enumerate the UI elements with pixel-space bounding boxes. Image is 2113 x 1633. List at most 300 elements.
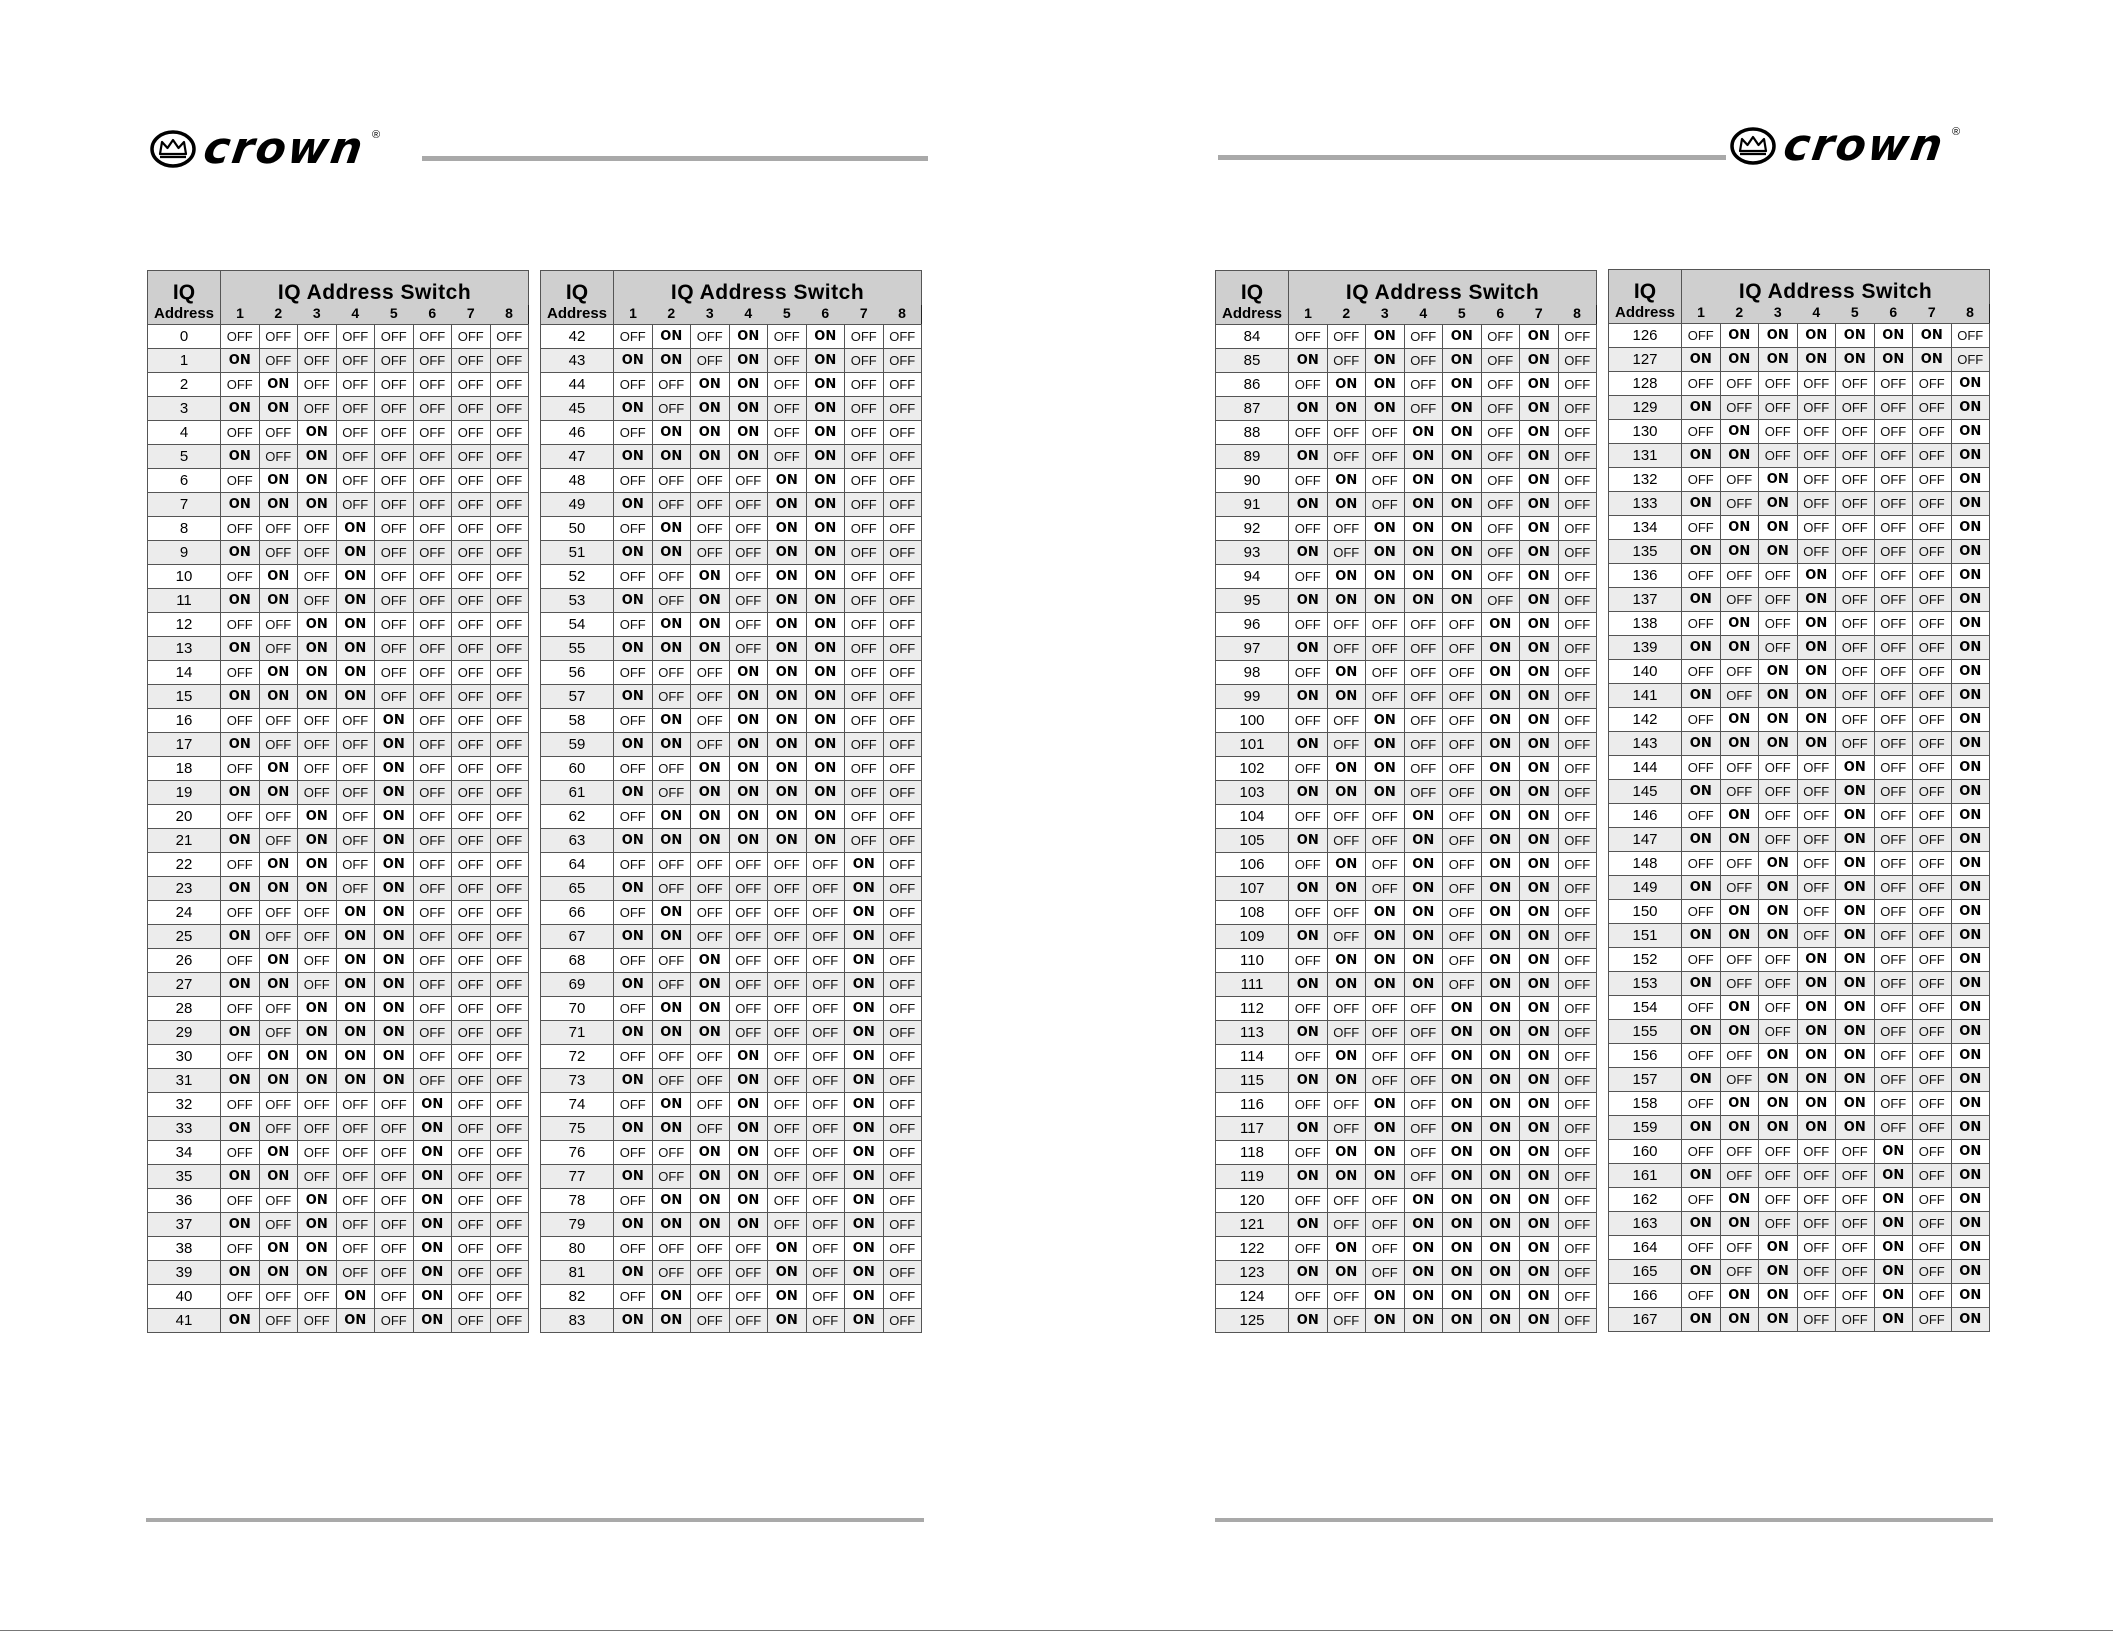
switch-state-cell: OFF xyxy=(1913,780,1952,804)
table-row xyxy=(1216,1285,1597,1309)
switch-state-cell: ON xyxy=(375,997,414,1021)
switch-state-cell: ON xyxy=(1289,973,1328,997)
switch-state-cell: ON xyxy=(1289,637,1328,661)
address-cell: 128 xyxy=(1609,372,1682,396)
switch-state-cell: ON xyxy=(768,781,807,805)
switch-state-cell: ON xyxy=(768,685,807,709)
switch-state-cell: ON xyxy=(806,325,845,349)
address-cell: 93 xyxy=(1216,541,1289,565)
switch-state-cell: ON xyxy=(768,805,807,829)
table-row xyxy=(148,613,529,637)
table-row xyxy=(1216,421,1597,445)
switch-state-cell: ON xyxy=(1481,877,1520,901)
switch-state-cell: OFF xyxy=(1874,444,1913,468)
switch-state-cell: OFF xyxy=(1366,1021,1405,1045)
table-row xyxy=(148,1285,529,1309)
switch-state-cell: ON xyxy=(729,829,768,853)
header-rule-right xyxy=(1218,155,1726,160)
switch-state-cell: ON xyxy=(1520,325,1559,349)
switch-state-cell: ON xyxy=(1682,1116,1721,1140)
address-cell: 124 xyxy=(1216,1285,1289,1309)
header-switch-5: 5 xyxy=(375,305,414,325)
switch-state-cell: ON xyxy=(1520,925,1559,949)
switch-state-cell: ON xyxy=(729,1093,768,1117)
table-row xyxy=(541,1141,922,1165)
header-switch-7: 7 xyxy=(845,305,884,325)
switch-state-cell: OFF xyxy=(452,373,491,397)
table-row xyxy=(148,421,529,445)
switch-state-cell: OFF xyxy=(883,1213,922,1237)
switch-state-cell: OFF xyxy=(1327,1093,1366,1117)
switch-state-cell: ON xyxy=(1404,565,1443,589)
switch-state-cell: OFF xyxy=(652,949,691,973)
table-row xyxy=(541,541,922,565)
table-row xyxy=(1609,444,1990,468)
switch-state-cell: OFF xyxy=(1913,1044,1952,1068)
switch-state-cell: OFF xyxy=(1682,1140,1721,1164)
switch-state-cell: OFF xyxy=(221,325,260,349)
table-row xyxy=(1609,540,1990,564)
switch-state-cell: ON xyxy=(614,1069,653,1093)
switch-state-cell: OFF xyxy=(375,1141,414,1165)
switch-state-cell: OFF xyxy=(1289,805,1328,829)
switch-state-cell: ON xyxy=(845,1093,884,1117)
crown-icon xyxy=(1730,126,1776,166)
switch-state-cell: ON xyxy=(1289,445,1328,469)
address-cell: 52 xyxy=(541,565,614,589)
table-row xyxy=(541,685,922,709)
table-row xyxy=(541,1165,922,1189)
switch-state-cell: OFF xyxy=(1443,949,1482,973)
switch-state-cell: ON xyxy=(1874,348,1913,372)
switch-state-cell: OFF xyxy=(1913,588,1952,612)
switch-state-cell: OFF xyxy=(452,781,491,805)
switch-state-cell: ON xyxy=(1520,1213,1559,1237)
switch-state-cell: ON xyxy=(259,1141,298,1165)
switch-state-cell: OFF xyxy=(729,565,768,589)
switch-state-cell: OFF xyxy=(1682,1236,1721,1260)
switch-state-cell: OFF xyxy=(1836,660,1875,684)
address-cell: 113 xyxy=(1216,1021,1289,1045)
switch-state-cell: OFF xyxy=(259,1093,298,1117)
switch-state-cell: OFF xyxy=(1558,517,1597,541)
address-cell: 54 xyxy=(541,613,614,637)
switch-state-cell: ON xyxy=(1443,1045,1482,1069)
switch-state-cell: OFF xyxy=(1720,588,1759,612)
switch-state-cell: OFF xyxy=(259,1021,298,1045)
switch-state-cell: ON xyxy=(691,1213,730,1237)
table-row xyxy=(1609,636,1990,660)
switch-state-cell: ON xyxy=(1759,348,1798,372)
switch-state-cell: ON xyxy=(614,829,653,853)
switch-state-cell: ON xyxy=(1682,876,1721,900)
switch-state-cell: ON xyxy=(1951,564,1990,588)
switch-state-cell: OFF xyxy=(1443,973,1482,997)
switch-state-cell: OFF xyxy=(375,541,414,565)
switch-state-cell: OFF xyxy=(490,1309,529,1333)
table-row xyxy=(541,1093,922,1117)
switch-state-cell: ON xyxy=(1443,373,1482,397)
switch-state-cell: ON xyxy=(1951,1020,1990,1044)
switch-state-cell: OFF xyxy=(452,925,491,949)
table-row xyxy=(1216,373,1597,397)
switch-state-cell: ON xyxy=(1481,1021,1520,1045)
switch-state-cell: ON xyxy=(1520,1093,1559,1117)
switch-state-cell: OFF xyxy=(1913,996,1952,1020)
footer-rule-left xyxy=(146,1518,924,1522)
switch-state-cell: ON xyxy=(336,973,375,997)
switch-state-cell: OFF xyxy=(413,709,452,733)
switch-state-cell: ON xyxy=(1404,829,1443,853)
switch-state-cell: OFF xyxy=(729,589,768,613)
switch-state-cell: OFF xyxy=(845,733,884,757)
switch-state-cell: ON xyxy=(1289,1261,1328,1285)
switch-state-cell: ON xyxy=(691,973,730,997)
switch-state-cell: ON xyxy=(259,685,298,709)
switch-state-cell: OFF xyxy=(1836,1140,1875,1164)
switch-state-cell: ON xyxy=(1289,541,1328,565)
switch-state-cell: OFF xyxy=(1874,852,1913,876)
switch-state-cell: OFF xyxy=(413,1021,452,1045)
switch-state-cell: OFF xyxy=(413,853,452,877)
address-cell: 53 xyxy=(541,589,614,613)
switch-state-cell: OFF xyxy=(1759,396,1798,420)
header-switch-1: 1 xyxy=(221,305,260,325)
switch-state-cell: OFF xyxy=(221,421,260,445)
switch-state-cell: ON xyxy=(1289,493,1328,517)
switch-state-cell: ON xyxy=(1951,828,1990,852)
switch-state-cell: ON xyxy=(1404,469,1443,493)
switch-state-cell: ON xyxy=(1836,924,1875,948)
address-cell: 80 xyxy=(541,1237,614,1261)
switch-state-cell: ON xyxy=(1759,876,1798,900)
switch-state-cell: ON xyxy=(1327,1045,1366,1069)
switch-state-cell: OFF xyxy=(1327,709,1366,733)
switch-state-cell: ON xyxy=(375,973,414,997)
table-row xyxy=(1609,804,1990,828)
switch-state-cell: ON xyxy=(768,757,807,781)
switch-state-cell: OFF xyxy=(1720,564,1759,588)
table-row xyxy=(541,1285,922,1309)
header-iq-address-switch: IQ Address Switch xyxy=(221,271,529,306)
switch-state-cell: OFF xyxy=(452,397,491,421)
header-switch-1: 1 xyxy=(614,305,653,325)
switch-state-cell: ON xyxy=(1797,948,1836,972)
switch-state-cell: OFF xyxy=(614,1189,653,1213)
switch-state-cell: OFF xyxy=(806,853,845,877)
switch-state-cell: OFF xyxy=(1797,756,1836,780)
switch-state-cell: OFF xyxy=(1836,420,1875,444)
switch-state-cell: OFF xyxy=(221,901,260,925)
switch-state-cell: OFF xyxy=(883,685,922,709)
switch-state-cell: OFF xyxy=(1874,972,1913,996)
switch-state-cell: OFF xyxy=(259,925,298,949)
switch-state-cell: OFF xyxy=(1720,852,1759,876)
switch-state-cell: OFF xyxy=(845,757,884,781)
table-row xyxy=(1216,469,1597,493)
switch-state-cell: OFF xyxy=(729,1237,768,1261)
switch-state-cell: ON xyxy=(1797,612,1836,636)
switch-state-cell: OFF xyxy=(1366,1189,1405,1213)
switch-state-cell: OFF xyxy=(490,517,529,541)
switch-state-cell: ON xyxy=(845,925,884,949)
switch-state-cell: OFF xyxy=(883,757,922,781)
switch-state-cell: ON xyxy=(221,397,260,421)
switch-state-cell: OFF xyxy=(691,349,730,373)
switch-state-cell: ON xyxy=(652,541,691,565)
switch-state-cell: ON xyxy=(298,1069,337,1093)
header-switch-1: 1 xyxy=(1289,305,1328,325)
table-row xyxy=(148,517,529,541)
switch-state-cell: OFF xyxy=(652,1141,691,1165)
switch-state-cell: OFF xyxy=(768,1165,807,1189)
switch-state-cell: OFF xyxy=(1913,732,1952,756)
address-cell: 95 xyxy=(1216,589,1289,613)
switch-state-cell: ON xyxy=(1836,1092,1875,1116)
switch-state-cell: ON xyxy=(1951,660,1990,684)
switch-state-cell: OFF xyxy=(883,709,922,733)
switch-state-cell: ON xyxy=(768,709,807,733)
switch-state-cell: OFF xyxy=(614,1093,653,1117)
switch-state-cell: ON xyxy=(1520,661,1559,685)
address-cell: 121 xyxy=(1216,1213,1289,1237)
switch-state-cell: ON xyxy=(298,997,337,1021)
switch-state-cell: ON xyxy=(1951,1164,1990,1188)
table-row xyxy=(1609,684,1990,708)
registered-mark: ® xyxy=(371,129,381,141)
switch-state-cell: OFF xyxy=(1720,660,1759,684)
switch-state-cell: OFF xyxy=(452,1309,491,1333)
switch-state-cell: ON xyxy=(691,421,730,445)
switch-state-cell: ON xyxy=(1759,900,1798,924)
switch-state-cell: OFF xyxy=(806,1045,845,1069)
switch-state-cell: ON xyxy=(1836,1044,1875,1068)
switch-state-cell: ON xyxy=(259,853,298,877)
switch-state-cell: OFF xyxy=(1874,996,1913,1020)
switch-state-cell: ON xyxy=(1481,1093,1520,1117)
switch-state-cell: OFF xyxy=(1720,492,1759,516)
switch-state-cell: OFF xyxy=(375,613,414,637)
switch-state-cell: OFF xyxy=(1759,780,1798,804)
address-cell: 81 xyxy=(541,1261,614,1285)
switch-state-cell: OFF xyxy=(1874,828,1913,852)
switch-state-cell: ON xyxy=(691,613,730,637)
switch-state-cell: ON xyxy=(1443,589,1482,613)
switch-state-cell: ON xyxy=(1327,685,1366,709)
switch-state-cell: ON xyxy=(1289,1165,1328,1189)
switch-state-cell: OFF xyxy=(1558,733,1597,757)
switch-state-cell: OFF xyxy=(452,1069,491,1093)
switch-state-cell: OFF xyxy=(1720,972,1759,996)
address-cell: 44 xyxy=(541,373,614,397)
switch-state-cell: ON xyxy=(1520,1069,1559,1093)
table-row xyxy=(541,853,922,877)
table-row xyxy=(541,637,922,661)
switch-state-cell: OFF xyxy=(490,1069,529,1093)
address-cell: 97 xyxy=(1216,637,1289,661)
switch-state-cell: OFF xyxy=(614,325,653,349)
switch-state-cell: ON xyxy=(375,1069,414,1093)
switch-state-cell: OFF xyxy=(1289,757,1328,781)
address-cell: 116 xyxy=(1216,1093,1289,1117)
switch-state-cell: ON xyxy=(845,1237,884,1261)
switch-state-cell: OFF xyxy=(452,757,491,781)
switch-state-cell: ON xyxy=(298,421,337,445)
switch-state-cell: ON xyxy=(1443,1237,1482,1261)
switch-state-cell: ON xyxy=(336,1021,375,1045)
address-cell: 17 xyxy=(148,733,221,757)
switch-state-cell: ON xyxy=(1874,1284,1913,1308)
switch-state-cell: OFF xyxy=(1874,420,1913,444)
switch-state-cell: OFF xyxy=(691,853,730,877)
table-row xyxy=(1609,924,1990,948)
switch-state-cell: ON xyxy=(1443,1069,1482,1093)
header-switch-6: 6 xyxy=(1481,305,1520,325)
switch-state-cell: OFF xyxy=(1327,1021,1366,1045)
switch-state-cell: ON xyxy=(1443,1117,1482,1141)
table-row xyxy=(148,1237,529,1261)
switch-state-cell: ON xyxy=(729,1213,768,1237)
switch-state-cell: ON xyxy=(806,421,845,445)
switch-state-cell: ON xyxy=(1289,1213,1328,1237)
switch-state-cell: OFF xyxy=(1682,612,1721,636)
switch-state-cell: ON xyxy=(1443,565,1482,589)
switch-state-cell: OFF xyxy=(1558,1165,1597,1189)
switch-state-cell: OFF xyxy=(883,589,922,613)
switch-state-cell: ON xyxy=(1520,613,1559,637)
switch-state-cell: OFF xyxy=(490,781,529,805)
switch-state-cell: ON xyxy=(691,757,730,781)
switch-state-cell: OFF xyxy=(221,469,260,493)
table-row xyxy=(541,877,922,901)
switch-state-cell: OFF xyxy=(1327,517,1366,541)
switch-state-cell: ON xyxy=(375,925,414,949)
switch-state-cell: OFF xyxy=(452,1285,491,1309)
switch-state-cell: OFF xyxy=(1913,1140,1952,1164)
switch-state-cell: ON xyxy=(1520,853,1559,877)
switch-state-cell: ON xyxy=(221,541,260,565)
switch-state-cell: OFF xyxy=(729,877,768,901)
switch-state-cell: OFF xyxy=(691,1117,730,1141)
switch-state-cell: ON xyxy=(1443,1285,1482,1309)
switch-state-cell: ON xyxy=(729,397,768,421)
address-cell: 46 xyxy=(541,421,614,445)
table-row xyxy=(541,973,922,997)
switch-state-cell: OFF xyxy=(1327,1117,1366,1141)
switch-state-cell: OFF xyxy=(490,1045,529,1069)
address-cell: 74 xyxy=(541,1093,614,1117)
switch-state-cell: ON xyxy=(1759,1092,1798,1116)
table-row xyxy=(1609,1020,1990,1044)
switch-state-cell: OFF xyxy=(1797,492,1836,516)
switch-state-cell: ON xyxy=(652,829,691,853)
switch-state-cell: ON xyxy=(1481,757,1520,781)
table-row xyxy=(1609,1188,1990,1212)
switch-state-cell: OFF xyxy=(691,1045,730,1069)
switch-state-cell: OFF xyxy=(1836,372,1875,396)
table-row xyxy=(148,1189,529,1213)
address-cell: 125 xyxy=(1216,1309,1289,1333)
switch-state-cell: OFF xyxy=(1874,684,1913,708)
switch-state-cell: ON xyxy=(1836,324,1875,348)
switch-state-cell: ON xyxy=(806,733,845,757)
header-switch-8: 8 xyxy=(490,305,529,325)
switch-state-cell: OFF xyxy=(490,1285,529,1309)
switch-state-cell: ON xyxy=(614,781,653,805)
table-row xyxy=(541,1213,922,1237)
switch-state-cell: OFF xyxy=(490,565,529,589)
switch-state-cell: ON xyxy=(1759,492,1798,516)
switch-state-cell: OFF xyxy=(490,997,529,1021)
switch-state-cell: ON xyxy=(691,829,730,853)
switch-state-cell: ON xyxy=(729,1045,768,1069)
switch-state-cell: OFF xyxy=(1558,661,1597,685)
switch-state-cell: OFF xyxy=(336,1237,375,1261)
switch-state-cell: ON xyxy=(1759,924,1798,948)
switch-state-cell: ON xyxy=(1797,1020,1836,1044)
address-cell: 82 xyxy=(541,1285,614,1309)
switch-state-cell: ON xyxy=(1951,420,1990,444)
switch-state-cell: OFF xyxy=(1289,709,1328,733)
address-cell: 8 xyxy=(148,517,221,541)
switch-state-cell: ON xyxy=(1951,1188,1990,1212)
switch-state-cell: OFF xyxy=(1913,1284,1952,1308)
switch-state-cell: OFF xyxy=(1759,1140,1798,1164)
switch-state-cell: OFF xyxy=(768,877,807,901)
switch-state-cell: OFF xyxy=(1682,516,1721,540)
switch-state-cell: ON xyxy=(1682,684,1721,708)
address-cell: 48 xyxy=(541,469,614,493)
address-cell: 45 xyxy=(541,397,614,421)
table-row xyxy=(148,541,529,565)
address-cell: 158 xyxy=(1609,1092,1682,1116)
switch-state-cell: ON xyxy=(691,373,730,397)
switch-state-cell: OFF xyxy=(883,637,922,661)
switch-state-cell: OFF xyxy=(1682,900,1721,924)
table-row xyxy=(1216,997,1597,1021)
switch-state-cell: ON xyxy=(1951,1092,1990,1116)
switch-state-cell: ON xyxy=(1874,1164,1913,1188)
switch-state-cell: ON xyxy=(652,1021,691,1045)
switch-state-cell: OFF xyxy=(490,1093,529,1117)
switch-state-cell: OFF xyxy=(413,781,452,805)
switch-state-cell: ON xyxy=(1520,757,1559,781)
switch-state-cell: ON xyxy=(1759,1260,1798,1284)
switch-state-cell: OFF xyxy=(845,565,884,589)
address-cell: 108 xyxy=(1216,901,1289,925)
switch-state-cell: OFF xyxy=(221,853,260,877)
switch-state-cell: ON xyxy=(298,637,337,661)
switch-state-cell: ON xyxy=(691,589,730,613)
switch-state-cell: ON xyxy=(1951,756,1990,780)
switch-state-cell: OFF xyxy=(845,349,884,373)
switch-state-cell: ON xyxy=(729,757,768,781)
switch-state-cell: OFF xyxy=(1836,564,1875,588)
switch-state-cell: OFF xyxy=(375,445,414,469)
switch-state-cell: OFF xyxy=(1404,637,1443,661)
address-cell: 123 xyxy=(1216,1261,1289,1285)
switch-state-cell: ON xyxy=(768,565,807,589)
switch-state-cell: OFF xyxy=(1913,396,1952,420)
table-row xyxy=(148,469,529,493)
switch-state-cell: OFF xyxy=(1759,1164,1798,1188)
switch-state-cell: OFF xyxy=(1289,1045,1328,1069)
address-cell: 50 xyxy=(541,517,614,541)
switch-state-cell: ON xyxy=(221,1309,260,1333)
switch-state-cell: OFF xyxy=(883,805,922,829)
switch-state-cell: OFF xyxy=(1289,373,1328,397)
switch-state-cell: ON xyxy=(1289,589,1328,613)
